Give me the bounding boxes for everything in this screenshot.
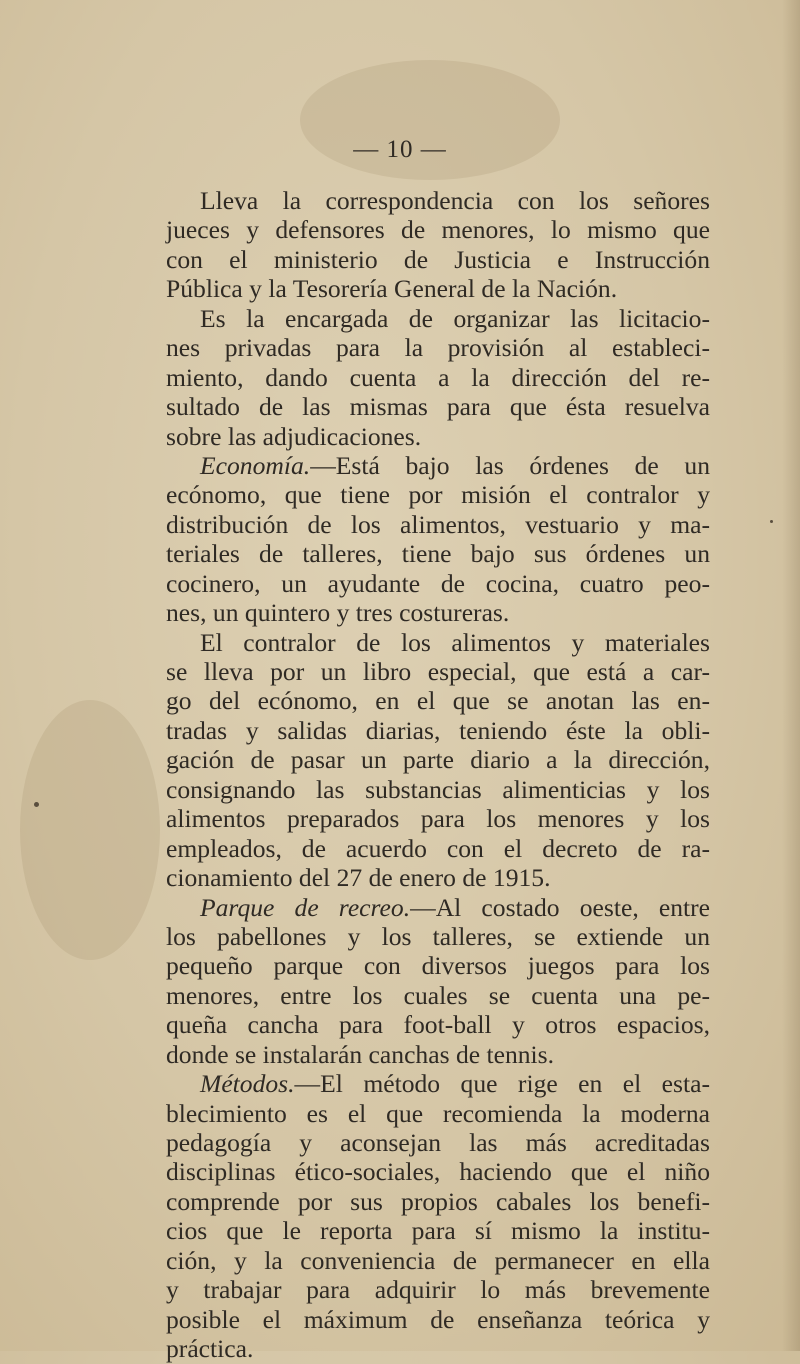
text-line [166, 1246, 710, 1275]
text-line [166, 951, 710, 980]
line-text: y trabajar para adquirir lo más brevemente [166, 1275, 710, 1305]
line-text: pedagogía y aconsejan las más acreditadas [166, 1128, 710, 1157]
ink-speck [34, 802, 39, 807]
text-line [166, 657, 710, 686]
line-text: jueces y defensores de menores, lo mismo que [166, 215, 710, 245]
text-line [166, 834, 710, 863]
line-text: blecimiento es el que recomienda la moderna [166, 1098, 710, 1128]
line-text: gación de pasar un parte diario a la dirección, [166, 745, 710, 775]
text-line [166, 1099, 710, 1128]
line-text: comprende por sus propios cabales los benefi- [166, 1186, 710, 1216]
line-text: cios que le reporta para sí mismo la institu- [166, 1216, 710, 1246]
section-heading: Métodos. [200, 1069, 295, 1099]
line-text: donde se instalarán canchas de tennis. [166, 1039, 555, 1069]
line-text: ción, y la conveniencia de permanecer en ella [166, 1245, 710, 1275]
line-text: pequeño parque con diversos juegos para los [166, 951, 710, 981]
text-line [166, 893, 710, 922]
text-line [166, 539, 710, 568]
line-text: —El método que rige en el esta- [294, 1069, 710, 1099]
line-text: sultado de las mismas para que ésta resuelva [166, 392, 710, 422]
line-text: teriales de talleres, tiene bajo sus órdenes un [166, 539, 710, 569]
text-line [166, 1069, 710, 1098]
text-line [166, 804, 710, 833]
line-text: posible el máximum de enseñanza teórica y [166, 1304, 710, 1334]
line-text: se lleva por un libro especial, que está a car- [166, 657, 710, 686]
text-line [166, 245, 710, 274]
text-line [166, 422, 710, 451]
text-line [166, 304, 710, 333]
paper-stain [20, 700, 160, 960]
text-line [166, 1157, 710, 1186]
page-edge-shadow [782, 0, 800, 1351]
text-line [166, 598, 710, 627]
line-text: Es la encargada de organizar las licitacio- [200, 303, 710, 333]
text-line [166, 1128, 710, 1157]
line-text: alimentos preparados para los menores y los [166, 804, 710, 834]
line-text: sobre las adjudicaciones. [166, 421, 422, 451]
text-line [166, 1275, 710, 1304]
text-line [166, 1010, 710, 1039]
line-text: El contralor de los alimentos y materiales [200, 627, 710, 657]
text-line [166, 1187, 710, 1216]
line-text: menores, entre los cuales se cuenta una pe- [166, 980, 710, 1010]
section-heading: Parque de recreo. [200, 892, 411, 922]
line-text: queña cancha para foot-ball y otros espacios, [166, 1010, 710, 1040]
text-line [166, 686, 710, 715]
body-text [166, 186, 710, 1364]
line-text: disciplinas ético-sociales, haciendo que el niño [166, 1157, 710, 1187]
text-line [166, 863, 710, 892]
line-text: ecónomo, que tiene por misión el contralor y [166, 480, 710, 510]
line-text: los pabellones y los talleres, se extiende un [166, 921, 710, 951]
line-text: Pública y la Tesorería General de la Nación. [166, 274, 618, 304]
line-text: cocinero, un ayudante de cocina, cuatro peo- [166, 568, 710, 598]
page-number: — 10 — [353, 136, 447, 163]
line-text: —Al costado oeste, entre [410, 892, 710, 922]
text-line [166, 981, 710, 1010]
line-text: con el ministerio de Justicia e Instrucción [166, 244, 710, 274]
text-line [166, 745, 710, 774]
text-line [166, 363, 710, 392]
text-line [166, 333, 710, 362]
ink-speck [770, 520, 773, 523]
text-line [166, 274, 710, 303]
line-text: tradas y salidas diarias, teniendo éste la obli- [166, 715, 710, 745]
line-text: Lleva la correspondencia con los señores [200, 186, 710, 215]
line-text: nes, un quintero y tres costureras. [166, 598, 510, 628]
text-line [166, 1334, 710, 1363]
line-text: miento, dando cuenta a la dirección del re- [166, 362, 710, 392]
line-text: go del ecónomo, en el que se anotan las en- [166, 686, 710, 716]
text-line [166, 922, 710, 951]
section-heading: Economía. [200, 450, 311, 480]
text-line [166, 1216, 710, 1245]
line-text: —Está bajo las órdenes de un [310, 450, 710, 480]
line-text: distribución de los alimentos, vestuario y ma- [166, 509, 710, 539]
line-text: consignando las substancias alimenticias y los [166, 774, 710, 804]
text-line [166, 215, 710, 244]
text-line [166, 1305, 710, 1334]
text-line [166, 510, 710, 539]
text-line [166, 186, 710, 215]
line-text: cionamiento del 27 de enero de 1915. [166, 863, 551, 893]
text-line [166, 480, 710, 509]
line-text: nes privadas para la provisión al estableci- [166, 333, 710, 363]
text-line [166, 451, 710, 480]
text-line [166, 775, 710, 804]
text-line [166, 392, 710, 421]
line-text: práctica. [166, 1334, 254, 1364]
text-line [166, 716, 710, 745]
text-line [166, 628, 710, 657]
text-line [166, 569, 710, 598]
text-line [166, 1040, 710, 1069]
line-text: empleados, de acuerdo con el decreto de ra- [166, 833, 710, 863]
